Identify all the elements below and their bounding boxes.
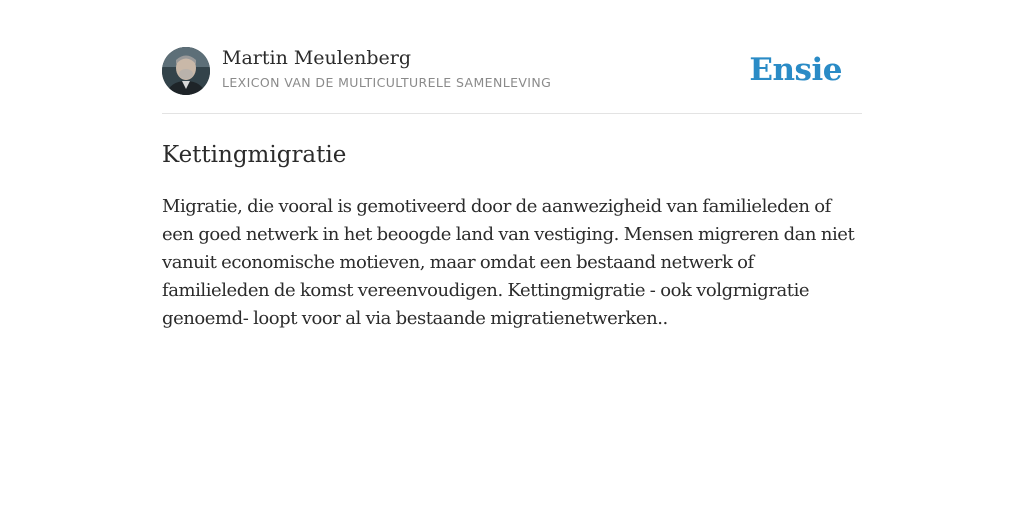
publication-name[interactable]: LEXICON VAN DE MULTICULTURELE SAMENLEVING <box>222 75 552 90</box>
ensie-logo[interactable]: Ensie <box>749 52 842 88</box>
author-avatar[interactable] <box>162 47 210 95</box>
entry-definition: Migratie, die vooral is gemotiveerd door de aanwezigheid van familieleden of een goed netwerk in het beoogde land van vestiging. Mensen migreren dan niet vanuit economische motieven, maar omdat een bestaand netwerk of familieleden de komst vereenvoudigen. Kettingmigratie - ook volgrnigratie genoemd- loopt voor al via bestaande migratienetwerken.. <box>162 196 855 329</box>
entry-header <box>162 46 862 114</box>
entry-card <box>162 46 862 333</box>
entry-title: Kettingmigratie <box>162 142 347 168</box>
author-name[interactable]: Martin Meulenberg <box>222 47 411 69</box>
author-portrait-icon <box>162 47 210 95</box>
